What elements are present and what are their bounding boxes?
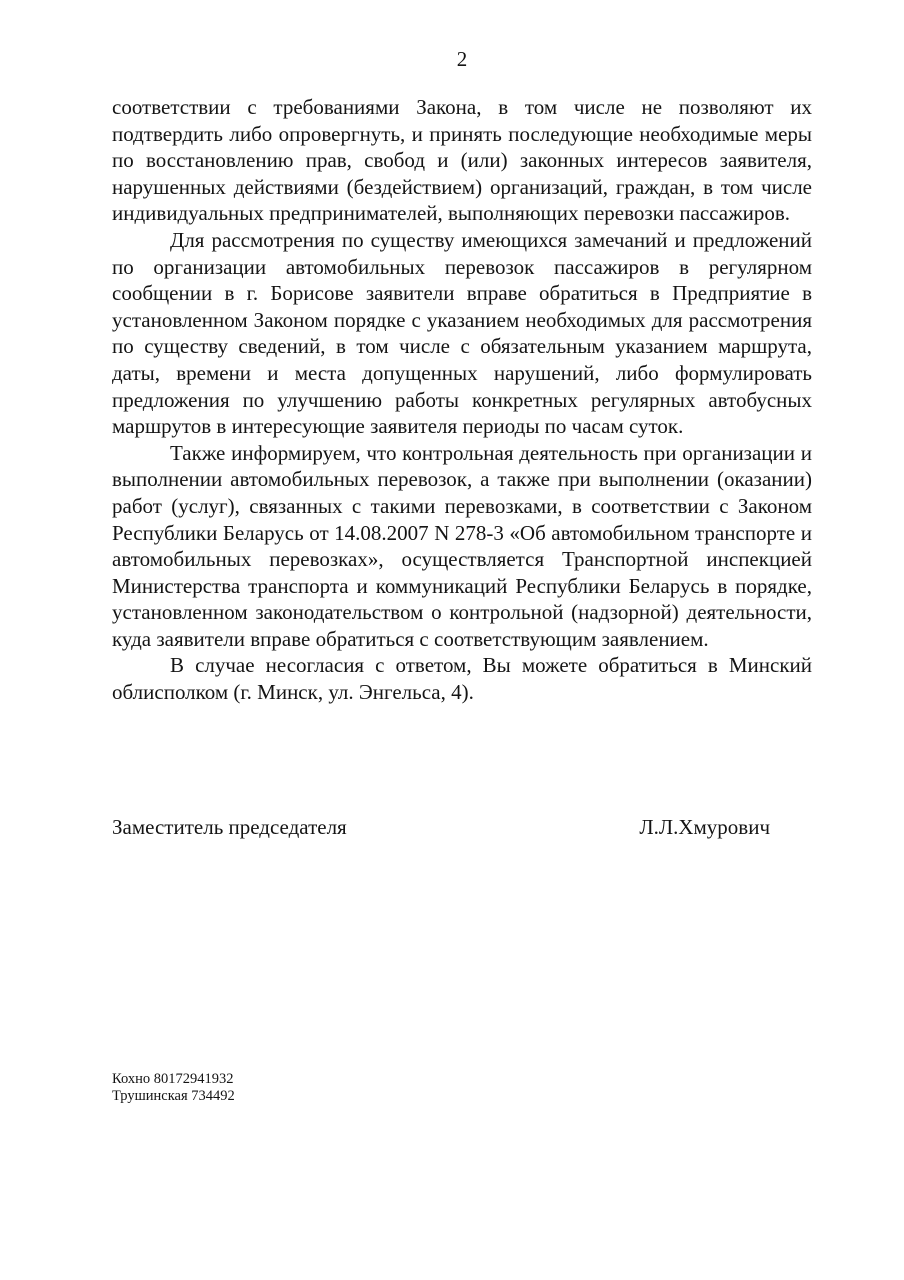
executor-line: Кохно 80172941932 [112, 1071, 234, 1087]
page-number: 2 [456, 47, 468, 71]
signature-name: Л.Л.Хмурович [639, 815, 770, 839]
signature-position: Заместитель председателя [112, 815, 347, 839]
body-paragraph: В случае несогласия с ответом, Вы можете обратиться в Минский облисполком (г. Минск, ул. Энгельса, 4). [112, 653, 812, 705]
body-paragraph: Для рассмотрения по существу имеющихся замечаний и предложений по организации автомобильных перевозок пассажиров в регулярном сообщении в г. Борисове заявители вправе обратиться в Предприятие в установленном Законом порядке с указанием необходимых для рассмотрения по существу сведений, в том числе с обязательным указанием маршрута, даты, времени и места допущенных нарушений, либо формулировать предложения по улучшению работы конкретных регулярных автобусных маршрутов в интересующие заявителя периоды по часам суток. [112, 227, 812, 439]
signature-block [112, 814, 812, 841]
executor-line: Трушинская 734492 [112, 1087, 235, 1104]
executor-footer [112, 1071, 235, 1104]
letter-body [112, 94, 812, 706]
body-paragraph-continuation: соответствии с требованиями Закона, в том числе не позволяют их подтвердить либо опровергнуть, и принять последующие необходимые меры по восстановлению прав, свобод и (или) законных интересов заявителя, нарушенных действиями (бездействием) организаций, граждан, в том числе индивидуальных предпринимателей, выполняющих перевозки пассажиров. [112, 95, 812, 226]
body-paragraph: Также информируем, что контрольная деятельность при организации и выполнении автомобильных перевозок, а также при выполнении (оказании) работ (услуг), связанных с такими перевозками, в соответствии с Законом Республики Беларусь от 14.08.2007 N 278-3 «Об автомобильном транспорте и автомобильных перевозках», осуществляется Транспортной инспекцией Министерства транспорта и коммуникаций Республики Беларусь в порядке, установленном законодательством о контрольной (надзорной) деятельности, куда заявители вправе обратиться с соответствующим заявлением. [112, 440, 812, 651]
